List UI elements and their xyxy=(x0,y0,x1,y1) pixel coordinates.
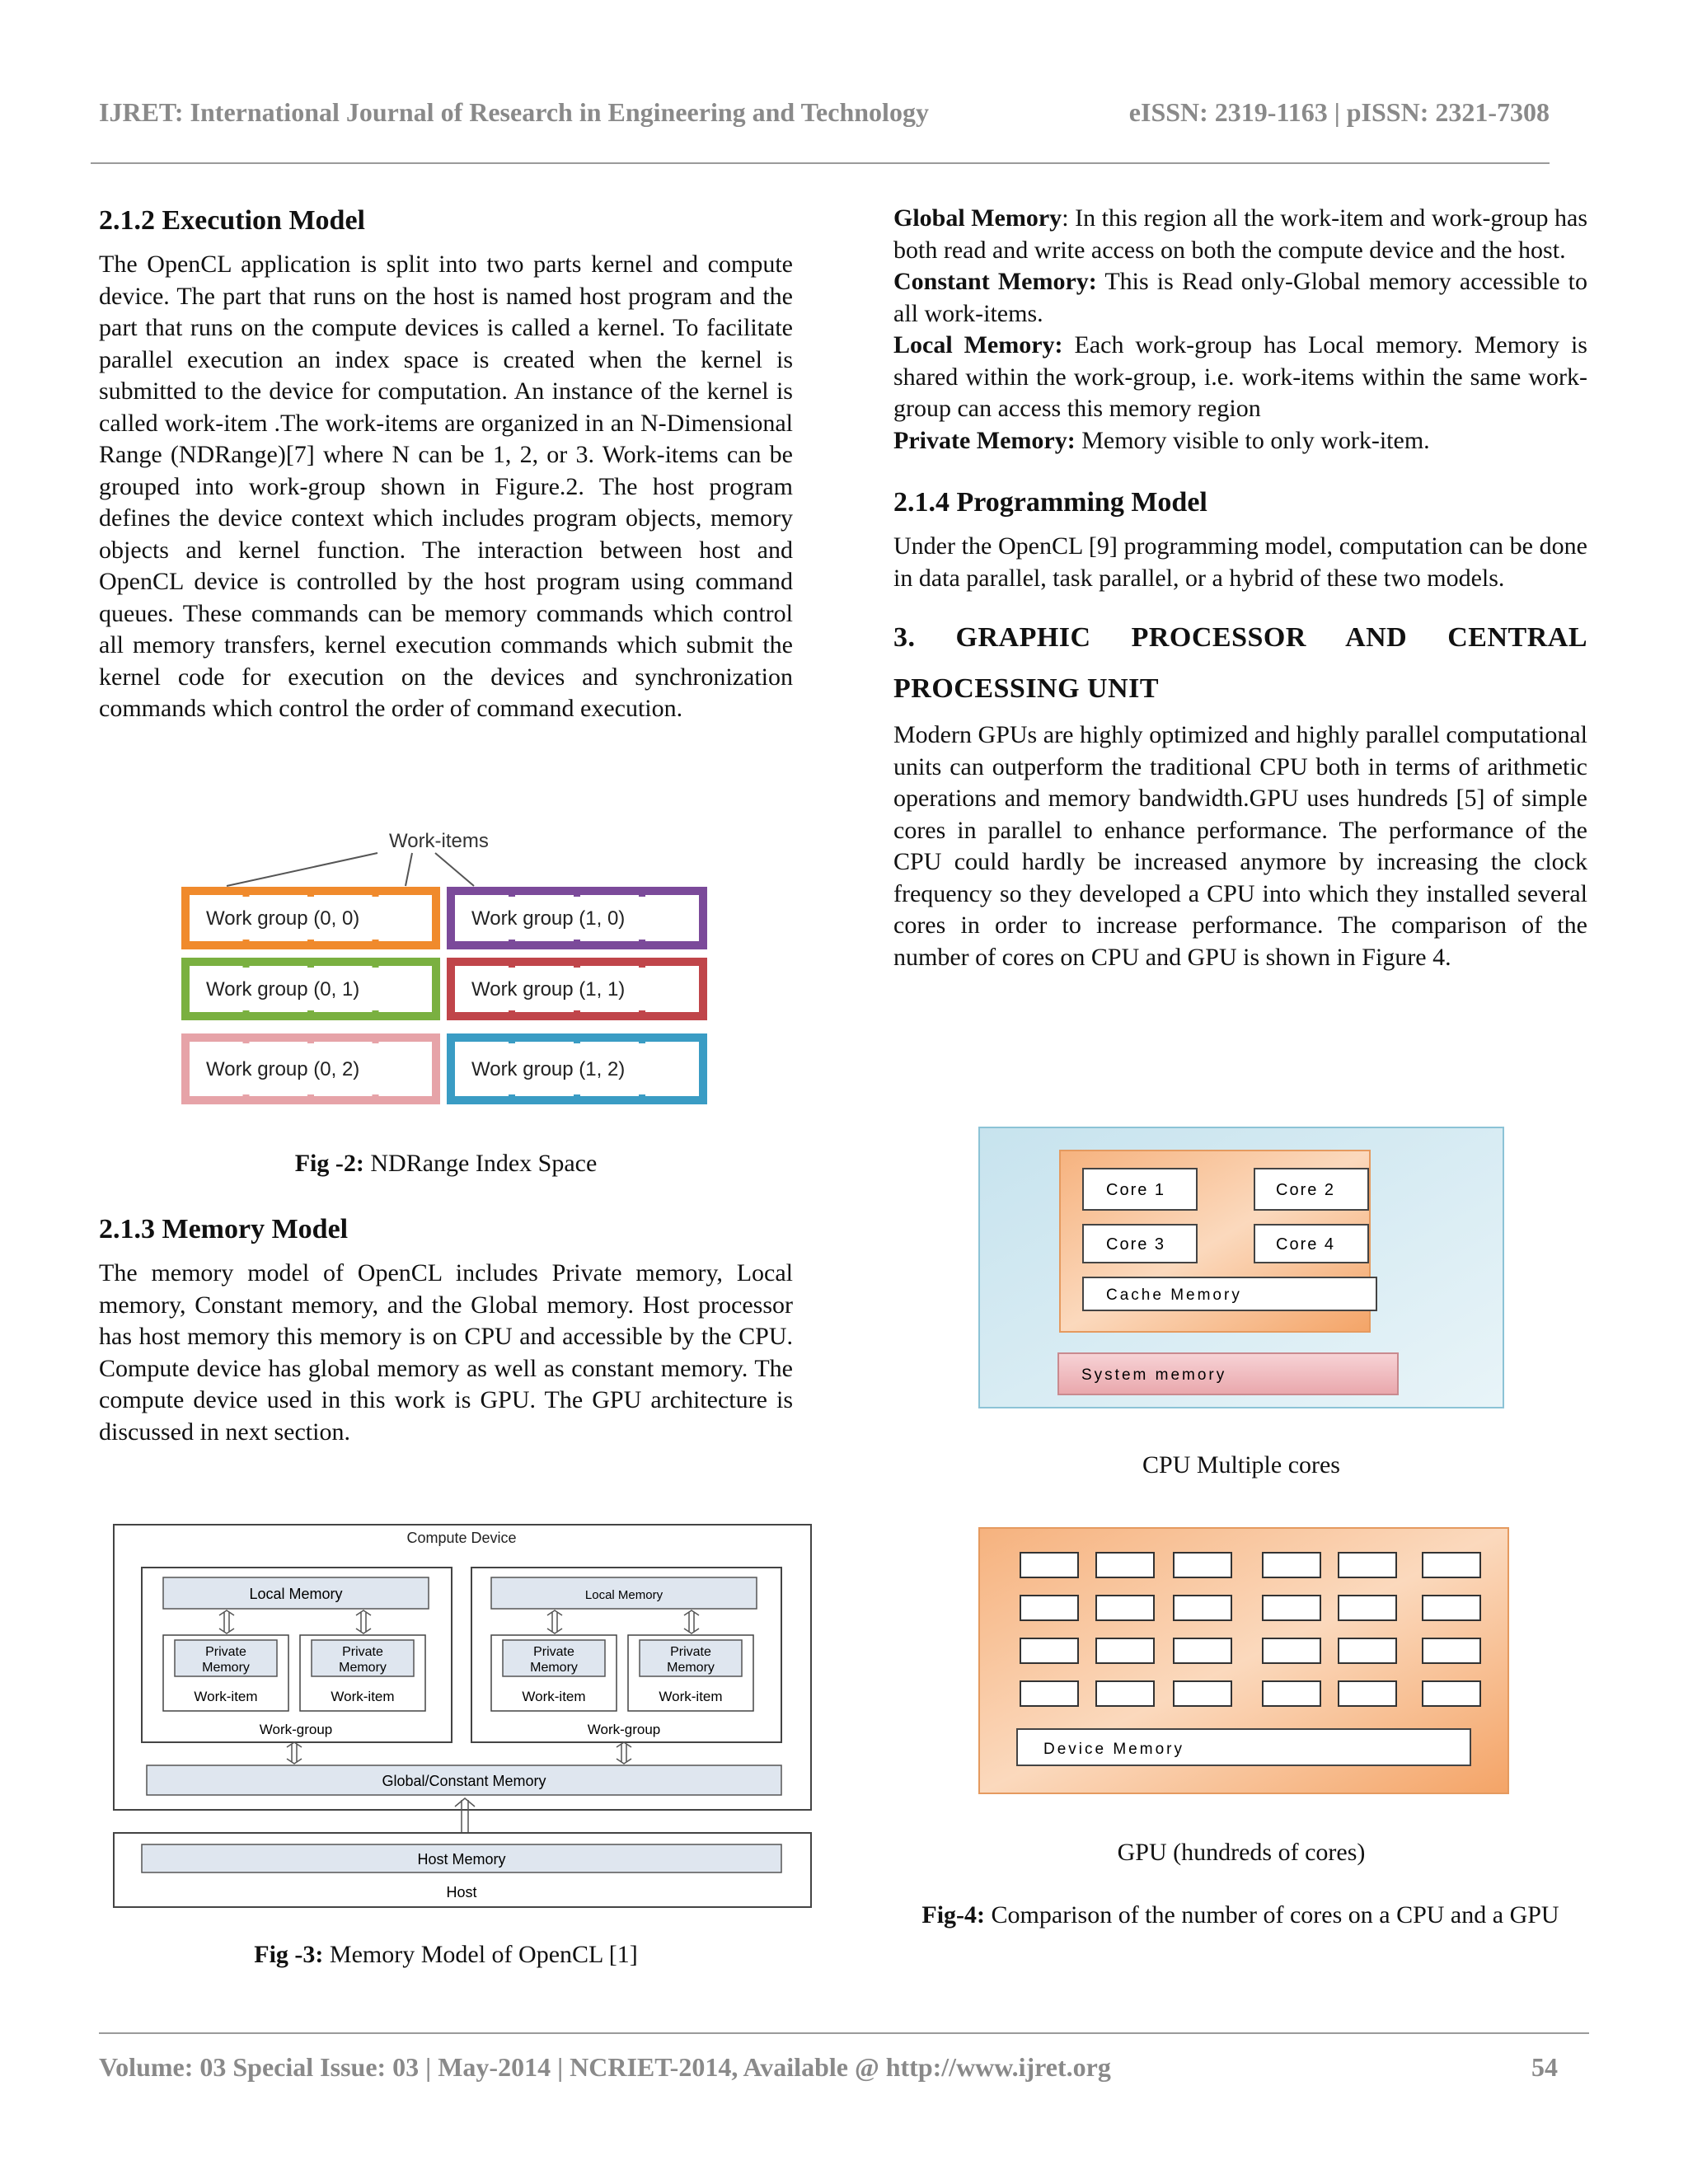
gpu-core xyxy=(1096,1553,1154,1577)
system-memory-label: System memory xyxy=(1081,1366,1227,1384)
fig3-caption: Fig -3: Memory Model of OpenCL [1] xyxy=(254,1941,638,1968)
svg-text:Memory: Memory xyxy=(339,1661,387,1675)
local-memory-label: Local Memory xyxy=(249,1586,343,1602)
heading-section3-line2: PROCESSING UNIT xyxy=(893,673,1160,704)
svg-text:Work-group: Work-group xyxy=(259,1722,333,1737)
work-group-label: Work group (0, 2) xyxy=(206,1058,360,1080)
page-number: 54 xyxy=(1531,2052,1558,2082)
fig2-caption: Fig -2: NDRange Index Space xyxy=(294,1150,598,1177)
host-label: Host xyxy=(446,1884,477,1900)
core3-label: Core 3 xyxy=(1106,1235,1166,1254)
para-memory-model: The memory model of OpenCL includes Private memory, Local memory, Constant memory, and the Global memory. Host processor has host memory this memory is on CPU and accessible by the CPU. Compute device has global memory as well as constant memory. The compute device used in this work is GPU. The GPU architecture is discussed in next section. xyxy=(99,1259,793,1446)
device-memory-label: Device Memory xyxy=(1043,1741,1184,1758)
svg-text:Work-item: Work-item xyxy=(522,1689,586,1704)
heading-programming-model: 2.1.4 Programming Model xyxy=(893,487,1207,518)
gpu-core xyxy=(1423,1638,1480,1663)
para-private-memory: Private Memory: Memory visible to only work-item. xyxy=(893,426,1430,454)
right-column xyxy=(893,203,1587,973)
para-section3: Modern GPUs are highly optimized and highly parallel computational units can outperform the traditional CPU both in terms of arithmetic operations and memory bandwidth.GPU uses hundreds [5] of simple cores in parallel to enhance performance. The performance of the CPU could hardly be increased anymore by increasing the clock frequency so they developed a CPU into which they installed several cores in order to increase performance. The comparison of the number of cores on CPU and GPU is shown in Figure 4. xyxy=(893,721,1587,971)
global-constant-label: Global/Constant Memory xyxy=(382,1773,546,1789)
gpu-core xyxy=(1096,1596,1154,1620)
svg-text:Memory: Memory xyxy=(530,1661,578,1675)
heading-memory-model: 2.1.3 Memory Model xyxy=(99,1214,349,1244)
header-rule xyxy=(91,162,1550,164)
gpu-core xyxy=(1339,1596,1396,1620)
work-group-1-1 xyxy=(447,958,707,1020)
svg-text:Private: Private xyxy=(670,1645,711,1659)
svg-text:Work-item: Work-item xyxy=(194,1689,258,1704)
gpu-core xyxy=(1020,1596,1078,1620)
svg-text:Private: Private xyxy=(533,1645,574,1659)
core4-label: Core 4 xyxy=(1276,1235,1336,1254)
para-global-memory: Global Memory: In this region all the work-item and work-group has both read and write access on both the compute device and the host. xyxy=(893,204,1587,264)
gpu-core xyxy=(1339,1681,1396,1706)
gpu-core xyxy=(1263,1638,1320,1663)
gpu-core xyxy=(1263,1596,1320,1620)
work-group-0-0 xyxy=(181,887,440,949)
gpu-core xyxy=(1263,1553,1320,1577)
left-column-memory xyxy=(99,1212,793,1448)
gpu-core xyxy=(1174,1596,1231,1620)
figure-gpu xyxy=(978,1526,1512,1798)
left-column xyxy=(99,203,793,725)
cpu-caption: CPU Multiple cores xyxy=(1142,1451,1340,1479)
work-group-1-0 xyxy=(447,887,707,949)
svg-text:Local Memory: Local Memory xyxy=(584,1588,663,1602)
compute-device-label: Compute Device xyxy=(406,1530,517,1546)
gpu-core xyxy=(1339,1638,1396,1663)
work-group-0-2 xyxy=(181,1033,440,1104)
work-group-label: Work group (1, 0) xyxy=(471,907,626,930)
work-group-0-1 xyxy=(181,958,440,1020)
svg-text:Private: Private xyxy=(205,1645,246,1659)
gpu-core xyxy=(1263,1681,1320,1706)
para-execution-model: The OpenCL application is split into two parts kernel and compute device. The part that runs on the host is named host program and the part that runs on the compute devices is called a kernel. To facilitate parallel execution an index space is created when the kernel is submitted to the device for computation. An instance of the kernel is called work-item .The work-items are organized in an N-Dimensional Range (NDRange)[7] where N can be 1, 2, or 3. Work-items can be grouped into work-group shown in Figure.2. The host program defines the device context which includes program objects, memory objects and kernel function. The interaction between host and OpenCL device is controlled by the host program using command queues. These commands can be memory commands which control all memory transfers, kernel execution commands which submit the kernel code for execution on the devices and synchronization commands which control the order of command execution. xyxy=(99,251,793,722)
svg-text:Private: Private xyxy=(342,1645,383,1659)
work-group-label: Work group (1, 1) xyxy=(471,978,626,1001)
svg-text:Memory: Memory xyxy=(667,1661,715,1675)
gpu-core xyxy=(1423,1681,1480,1706)
figure-cpu xyxy=(978,1126,1505,1414)
cache-memory-label: Cache Memory xyxy=(1106,1286,1242,1304)
host-memory-label: Host Memory xyxy=(417,1851,506,1868)
gpu-core xyxy=(1020,1638,1078,1663)
gpu-core xyxy=(1096,1638,1154,1663)
figure-ndrange xyxy=(173,824,717,1113)
gpu-core xyxy=(1174,1681,1231,1706)
gpu-core xyxy=(1096,1681,1154,1706)
work-group-label: Work group (0, 0) xyxy=(206,907,360,930)
svg-text:Work-item: Work-item xyxy=(659,1689,723,1704)
gpu-core xyxy=(1174,1638,1231,1663)
heading-execution-model: 2.1.2 Execution Model xyxy=(99,205,365,236)
gpu-core xyxy=(1174,1553,1231,1577)
fig4-caption: Fig-4: Comparison of the number of cores on a CPU and a GPU xyxy=(921,1901,1559,1929)
work-group-right xyxy=(471,1568,781,1742)
para-programming-model: Under the OpenCL [9] programming model, computation can be done in data parallel, task parallel, or a hybrid of these two models. xyxy=(893,532,1587,592)
issn: eISSN: 2319-1163 | pISSN: 2321-7308 xyxy=(1128,97,1550,127)
gpu-caption: GPU (hundreds of cores) xyxy=(1117,1839,1366,1866)
svg-text:Work-group: Work-group xyxy=(587,1722,661,1737)
work-group-label: Work group (0, 1) xyxy=(206,978,360,1001)
svg-text:Memory: Memory xyxy=(202,1661,250,1675)
journal-title: IJRET: International Journal of Research in Engineering and Technology xyxy=(99,97,929,127)
work-group-left xyxy=(142,1568,452,1742)
heading-section3-line1: 3. GRAPHIC PROCESSOR AND CENTRAL xyxy=(893,622,1587,653)
gpu-core xyxy=(1423,1553,1480,1577)
para-local-memory: Local Memory: Each work-group has Local memory. Memory is shared within the work-group, i.e. work-items within the same work-group can access this memory region xyxy=(893,331,1587,422)
footer-rule xyxy=(99,2032,1589,2034)
svg-text:Work-item: Work-item xyxy=(331,1689,395,1704)
core2-label: Core 2 xyxy=(1276,1181,1336,1199)
work-items-label: Work-items xyxy=(389,830,489,852)
core1-label: Core 1 xyxy=(1106,1181,1166,1199)
gpu-core xyxy=(1020,1553,1078,1577)
volume-info: Volume: 03 Special Issue: 03 | May-2014 | NCRIET-2014, Available @ http://www.ijret.org xyxy=(99,2052,1111,2082)
para-constant-memory: Constant Memory: This is Read only-Global memory accessible to all work-items. xyxy=(893,268,1587,327)
gpu-core xyxy=(1339,1553,1396,1577)
gpu-core xyxy=(1423,1596,1480,1620)
figure-memory-model xyxy=(112,1523,814,1910)
work-group-label: Work group (1, 2) xyxy=(471,1058,626,1080)
work-group-1-2 xyxy=(447,1033,707,1104)
gpu-core xyxy=(1020,1681,1078,1706)
